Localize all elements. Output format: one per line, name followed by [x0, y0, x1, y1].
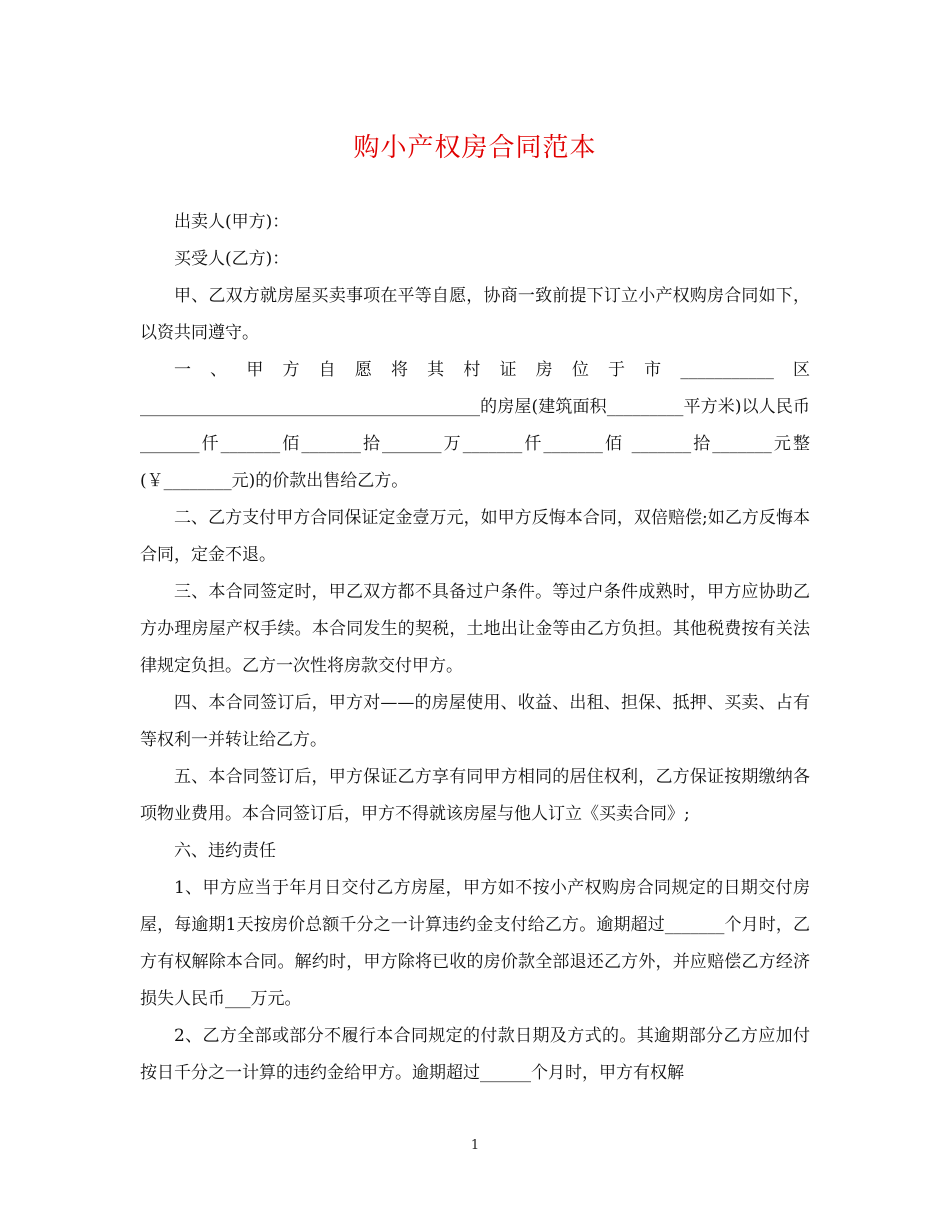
- paragraph-preamble: 甲、乙双方就房屋买卖事项在平等自愿，协商一致前提下订立小产权购房合同如下，以资共同遵守。: [140, 286, 810, 343]
- paragraph-clause-2: 二、乙方支付甲方合同保证定金壹万元，如甲方反悔本合同，双倍赔偿;如乙方反悔本合同，定金不退。: [140, 508, 810, 565]
- paragraph-clause-1: 一、甲方自愿将其村证房位于市___________区________________________________________的房屋(建筑面积_________平方米)以人民币_______仟_______佰_______拾_______万_______仟_______佰 _______拾_______元整(￥________元)的价款出售给乙方。: [140, 360, 810, 491]
- paragraph-clause-5: 五、本合同签订后，甲方保证乙方享有同甲方相同的居住权利，乙方保证按期缴纳各项物业费用。本合同签订后，甲方不得就该房屋与他人订立《买卖合同》;: [140, 767, 810, 824]
- paragraph-buyer: 买受人(乙方)：: [174, 249, 290, 269]
- page-number: 1: [470, 1138, 480, 1153]
- document-title: 购小产权房合同范本: [353, 133, 597, 163]
- paragraph-clause-6-heading: 六、违约责任: [174, 841, 276, 861]
- paragraph-clause-6-2: 2、乙方全部或部分不履行本合同规定的付款日期及方式的。其逾期部分乙方应加付按日千分之一计算的违约金给甲方。逾期超过______个月时，甲方有权解: [140, 1026, 810, 1083]
- paragraph-clause-6-1: 1、甲方应当于年月日交付乙方房屋，甲方如不按小产权购房合同规定的日期交付房屋，每逾期1天按房价总额千分之一计算违约金支付给乙方。逾期超过_______个月时，乙方有权解除本合同。解约时，甲方除将已收的房价款全部退还乙方外，并应赔偿乙方经济损失人民币___万元。: [140, 878, 810, 1009]
- paragraph-clause-3: 三、本合同签定时，甲乙双方都不具备过户条件。等过户条件成熟时，甲方应协助乙方办理房屋产权手续。本合同发生的契税，土地出让金等由乙方负担。其他税费按有关法律规定负担。乙方一次性将房款交付甲方。: [140, 582, 810, 676]
- paragraph-clause-4: 四、本合同签订后，甲方对——的房屋使用、收益、出租、担保、抵押、买卖、占有等权利一并转让给乙方。: [140, 693, 810, 750]
- document-body: [140, 204, 810, 1092]
- paragraph-seller: 出卖人(甲方)：: [174, 212, 290, 232]
